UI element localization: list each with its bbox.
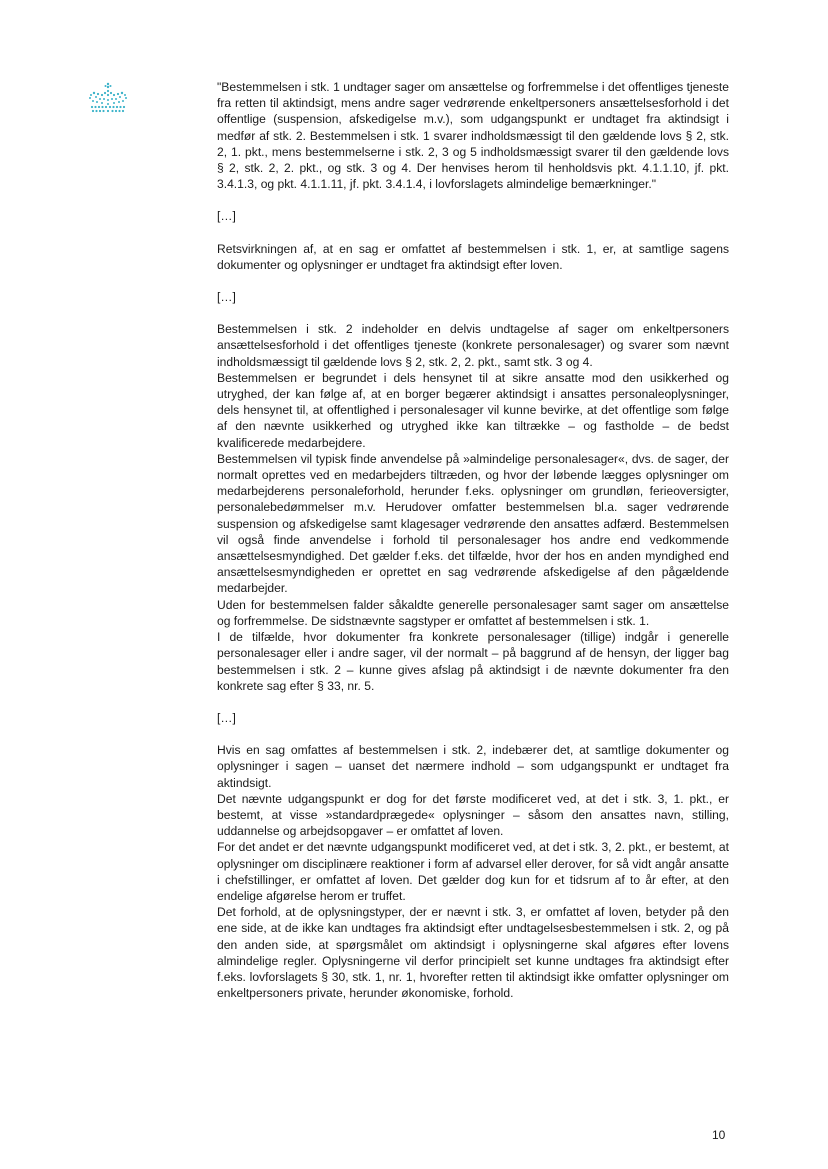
stk2-paragraph-4: Uden for bestemmelsen falder såkaldte generelle personalesager samt sager om ansættelse og forfremmelse. De sidstnævnte sagstyper er omfattet af bestemmelsen i stk. 1. (217, 597, 729, 628)
crown-icon (86, 82, 130, 116)
page-number: 10 (712, 1128, 726, 1142)
document-body (217, 79, 729, 1001)
stk2-paragraph-3: Bestemmelsen vil typisk finde anvendelse på »almindelige personalesager«, dvs. de sager, der normalt oprettes ved en medarbejders tiltræden, og hvor der løbende lægges oplysninger om medarbejderens personaleforhold, herunder f.eks. oplysninger om grundløn, ferieoversigter, personalebedømmelser m.v. Herudover omfatter bestemmelsen bl.a. sager vedrørende suspension og afskedigelse samt klagesager vedrørende den ansattes adfærd. Bestemmelsen vil også finde anvendelse i forhold til personalesager hos andre end vedkommende ansættelsesmyndighed. Det gælder f.eks. det tilfælde, hvor der hos en anden myndighed end ansættelsesmyndigheden er oprettet en sag vedrørende afskedigelse af den pågældende medarbejder. (217, 451, 729, 596)
final-paragraph-2: Det nævnte udgangspunkt er dog for det første modificeret ved, at det i stk. 3, 1. pkt., er bestemt, at visse »standardprægede« oplysninger – såsom den ansattes navn, stilling, uddannelse og arbejdsopgaver – er omfattet af loven. (217, 791, 729, 839)
final-paragraph-3: For det andet er det nævnte udgangspunkt modificeret ved, at det i stk. 3, 2. pkt., er bestemt, at oplysninger om disciplinære reaktioner i form af advarsel eller derover, for så vidt angår ansatte i chefstillinger, er omfattet af loven. Det gælder dog kun for et tidsrum af to år efter, at den endelige afgørelse herom er truffet. (217, 840, 729, 903)
retsvirkning-paragraph: Retsvirkningen af, at en sag er omfattet af bestemmelsen i stk. 1, er, at samtlige sagens dokumenter og oplysninger er undtaget fra aktindsigt efter loven. (217, 241, 729, 272)
final-paragraph-1: Hvis en sag omfattes af bestemmelsen i stk. 2, indebærer det, at samtlige dokumenter og oplysninger i sagen – uanset det nærmere indhold – som udgangspunkt er undtaget fra aktindsigt. (217, 743, 729, 790)
quote-paragraph: "Bestemmelsen i stk. 1 undtager sager om ansættelse og forfremmelse i det offentliges tjeneste fra retten til aktindsigt, mens andre sager vedrørende enkeltpersoners ansættelsesforhold i det offentlige (suspension, afskedigelse m.v.), som udgangspunkt er undtaget fra aktindsigt i medfør af stk. 2. Bestemmelsen i stk. 1 svarer indholdsmæssigt til den gældende lovs § 2, stk. 2, 1. pkt., mens bestemmelserne i stk. 2, 3 og 5 indholdsmæssigt svarer til den gældende lovs § 2, stk. 2, 2. pkt., og stk. 3 og 4. Der henvises herom til henholdsvis pkt. 4.1.1.10, jf. pkt. 3.4.1.3, og pkt. 4.1.1.11, jf. pkt. 3.4.1.4, i lovforslagets almindelige bemærkninger." (217, 80, 729, 192)
ellipsis-1: […] (217, 209, 236, 224)
ellipsis-2: […] (217, 290, 236, 305)
ellipsis-3: […] (217, 710, 236, 725)
final-paragraph-4: Det forhold, at de oplysningstyper, der er nævnt i stk. 3, er omfattet af loven, betyder på den ene side, at de ikke kan undtages fra aktindsigt efter undtagelsesbestemmelsen i stk. 2, og på den anden side, at spørgsmålet om aktindsigt i oplysningerne skal afgøres efter lovens almindelige regler. Oplysningerne vil derfor principielt set kunne undtages fra aktindsigt efter f.eks. lovforslagets § 30, stk. 1, nr. 1, hvorefter retten til aktindsigt ikke omfatter oplysninger om enkeltpersoners private, herunder økonomiske, forhold. (217, 905, 729, 1001)
stk2-paragraph-2: Bestemmelsen er begrundet i dels hensynet til at sikre ansatte mod den usikkerhed og utryghed, der kan følge af, at en borger begærer aktindsigt i ansattes personaleoplysninger, dels hensynet til, at offentlighed i personalesager vil kunne bevirke, at det offentlige som følge af den nævnte usikkerhed og utryghed ikke kan tiltrække – og fastholde – de bedst kvalificerede medarbejdere. (217, 370, 729, 450)
stk2-paragraph-1: Bestemmelsen i stk. 2 indeholder en delvis undtagelse af sager om enkeltpersoners ansættelsesforhold i det offentliges tjeneste (konkrete personalesager) og svarer som nævnt indholdsmæssigt til gældende lovs § 2, stk. 2, 2. pkt., samt stk. 3 og 4. (217, 322, 729, 369)
stk2-paragraph-5: I de tilfælde, hvor dokumenter fra konkrete personalesager (tillige) indgår i generelle personalesager eller i andre sager, vil der normalt – på baggrund af de hensyn, der ligger bag bestemmelsen i stk. 2 – kunne gives afslag på aktindsigt i de nævnte dokumenter fra den konkrete sag efter § 33, nr. 5. (217, 630, 729, 693)
